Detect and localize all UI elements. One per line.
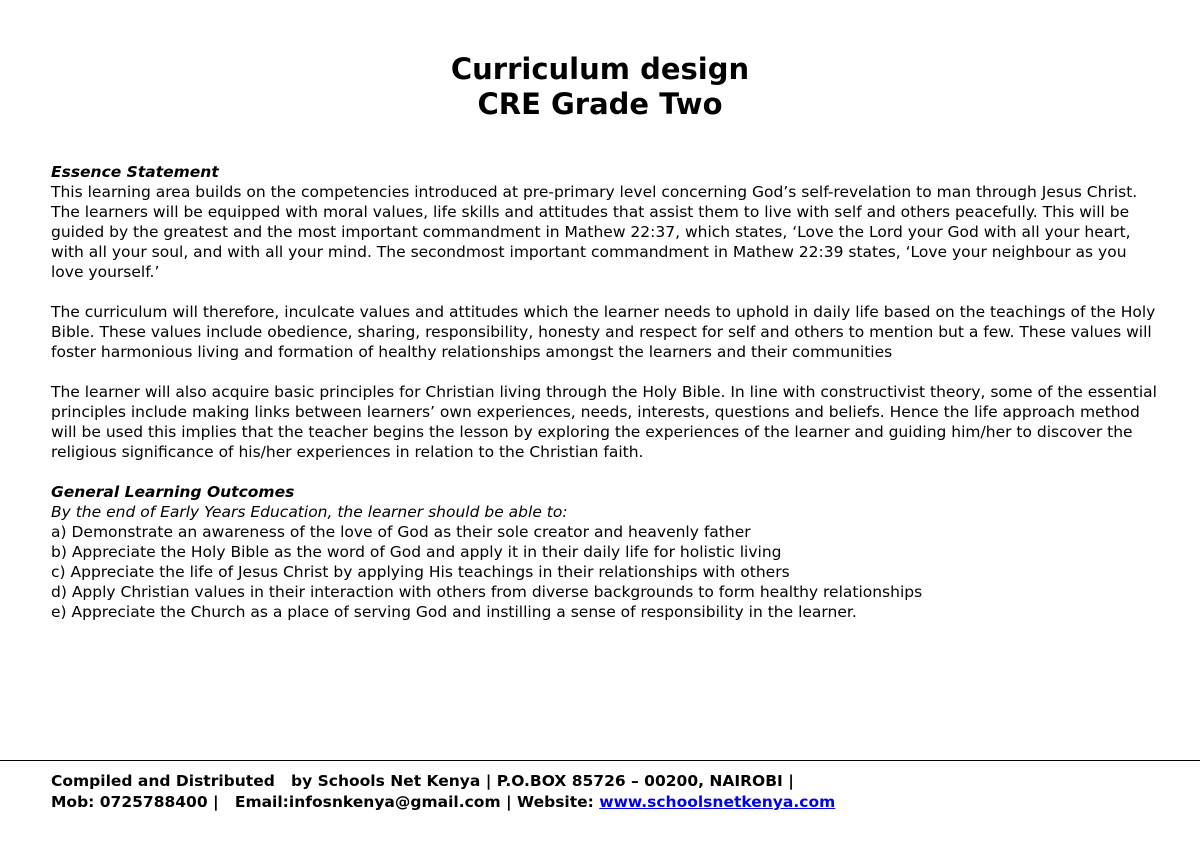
outcomes-intro: By the end of Early Years Education, the learner should be able to: (51, 503, 568, 521)
essence-paragraph-2: The curriculum will therefore, inculcate values and attitudes which the learner needs to uphold in daily life based on the teachings of the Holy Bible. These values include obedience, sharing, responsibility, honesty and respect for self and others to mention but a few. These values will foster harmonious living and formation of healthy relationships amongst the learners and their communities (51, 303, 1156, 361)
footer-line-1: Compiled and Distributed by Schools Net Kenya | P.O.BOX 85726 – 00200, NAIROBI | (51, 772, 794, 790)
essence-paragraph-1: This learning area builds on the competencies introduced at pre-primary level concerning God’s self-revelation to man through Jesus Christ. The learners will be equipped with moral values, life skills and attitudes that assist them to live with self and others peacefully. This will be guided by the greatest and the most important commandment in Mathew 22:37, which states, ‘Love the Lord your God with all your heart, with all your soul, and with all your mind. The secondmost important commandment in Mathew 22:39 states, ‘Love your neighbour as you love yourself.’ (51, 183, 1138, 281)
title-line-2: CRE Grade Two (477, 87, 723, 121)
outcome-item-c: c) Appreciate the life of Jesus Christ by applying His teachings in their relationships with others (51, 563, 790, 581)
footer-divider (0, 760, 1200, 761)
document-body (51, 162, 1161, 622)
website-link[interactable]: www.schoolsnetkenya.com (599, 793, 836, 811)
footer (51, 771, 1171, 813)
outcome-item-b: b) Appreciate the Holy Bible as the word of God and apply it in their daily life for holistic living (51, 543, 782, 561)
outcomes-heading: General Learning Outcomes (51, 483, 295, 501)
outcome-item-e: e) Appreciate the Church as a place of serving God and instilling a sense of responsibility in the learner. (51, 603, 857, 621)
outcome-item-d: d) Apply Christian values in their interaction with others from diverse backgrounds to form healthy relationships (51, 583, 923, 601)
outcome-item-a: a) Demonstrate an awareness of the love of God as their sole creator and heavenly father (51, 523, 751, 541)
title-line-1: Curriculum design (450, 52, 750, 86)
essence-heading: Essence Statement (51, 163, 219, 181)
footer-line-2 (51, 792, 1171, 813)
essence-paragraph-3: The learner will also acquire basic principles for Christian living through the Holy Bible. In line with constructivist theory, some of the essential principles include making links between learners’ own experiences, needs, interests, questions and beliefs. Hence the life approach method will be used this implies that the teacher begins the lesson by exploring the experiences of the learner and guiding him/her to discover the religious significance of his/her experiences in relation to the Christian faith. (51, 383, 1157, 461)
document-title (0, 52, 1200, 122)
outcomes-list (51, 522, 1161, 622)
footer-contact-text: Mob: 0725788400 | Email:infosnkenya@gmail.com | Website: (51, 793, 600, 811)
section-spacer (51, 462, 1161, 482)
